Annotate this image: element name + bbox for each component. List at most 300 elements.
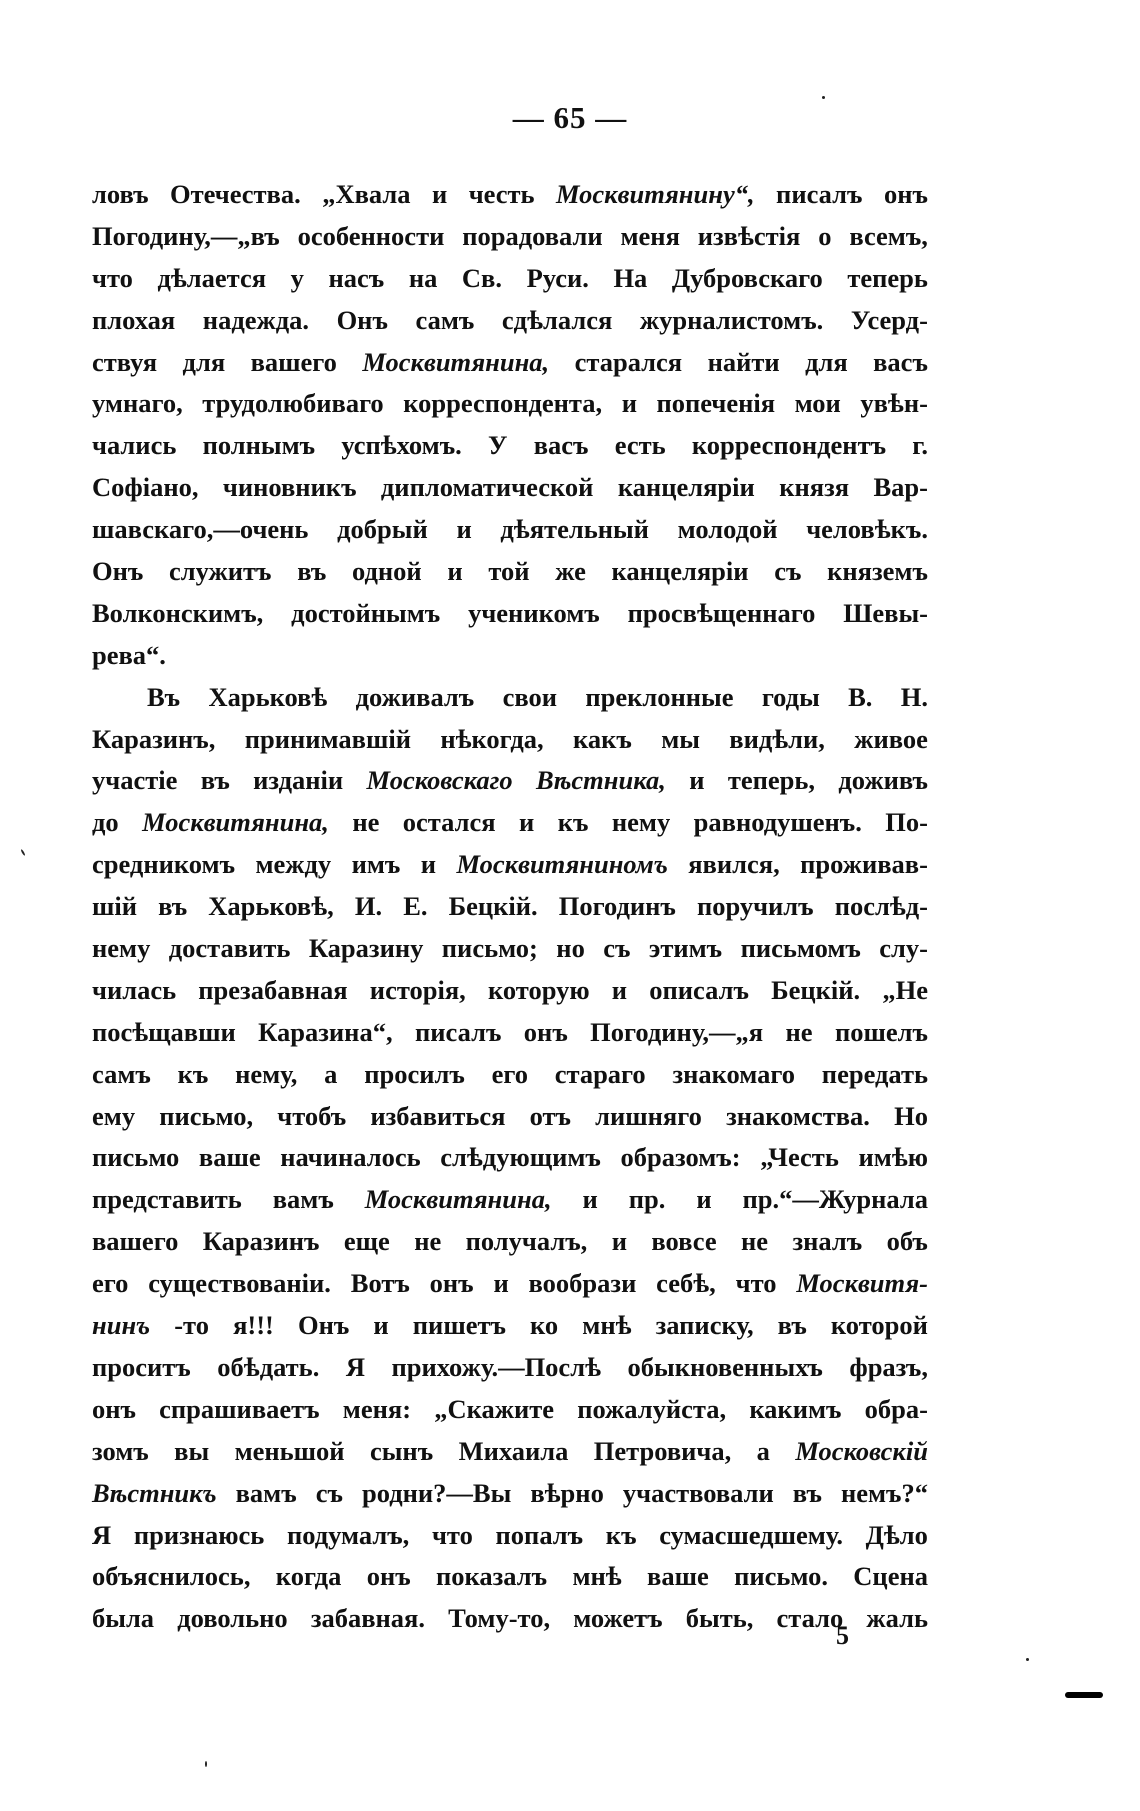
word: зомъ [92,1435,149,1466]
word: дѣлается [157,262,267,293]
word: самъ [415,304,475,335]
word: И. [354,891,383,922]
text-line [92,509,928,551]
ink-speck [20,849,25,856]
word: самъ [92,1058,151,1089]
text-line [92,551,928,593]
word: Руси. [526,262,589,293]
word: описалъ [649,974,749,1005]
word: исторія, [369,974,466,1005]
text-line [92,802,928,844]
text-line [92,1347,928,1389]
word: и [373,1310,389,1341]
word: фразъ, [849,1351,928,1382]
word: въ [777,1310,807,1341]
word: Дѣло [865,1519,928,1550]
word: письмо [92,1142,180,1173]
word: и [447,556,463,587]
word: Бецкій. [448,891,538,922]
word: просилъ [364,1058,465,1089]
word: въ [792,1477,822,1508]
word: объяснилось, [92,1561,251,1592]
text-line [92,677,928,719]
word: сынъ [369,1435,434,1466]
text-line [92,1137,928,1179]
word: годы [761,681,820,712]
word: ученикомъ [468,597,600,628]
word: же [555,556,586,587]
ink-speck [1026,1658,1029,1661]
word: Каразина“, [258,1016,393,1047]
word: обѣдать. [217,1351,320,1382]
word: успѣхомъ. [341,430,462,461]
word: получалъ, [465,1226,588,1257]
word: Михаила [458,1435,569,1466]
word: княземъ [827,556,928,587]
word: полнымъ [202,430,316,461]
word: зналъ [792,1226,863,1257]
word: служитъ [169,556,272,587]
italic-word: Московскаго [366,765,513,796]
word: Онъ [92,556,144,587]
word: -то [174,1310,209,1341]
word: писалъ [776,179,863,209]
word: Н. [900,681,928,712]
word: Волконскимъ, [92,597,264,628]
page-number: — 65 — [512,100,628,135]
word: презабавная [198,974,348,1005]
word: но [556,933,585,964]
text-line [92,1054,928,1096]
word: вашего [250,346,337,377]
word: У [488,430,508,461]
word: не [785,1016,813,1047]
word: записку, [655,1310,754,1341]
signature-mark: 5 [836,1621,849,1650]
word: „Хвала [322,179,411,209]
word: немъ?“ [840,1477,928,1508]
word: имъ [351,849,401,880]
word: Погодину,—„въ [92,220,280,251]
word: видѣли, [729,723,825,754]
word: и [431,179,448,209]
word: Шевы- [843,597,928,628]
word: себѣ, [656,1268,716,1299]
word: трудолюбиваго [202,388,384,419]
word: стараго [554,1058,646,1089]
text-line [92,1515,928,1557]
word: прихожу.—Послѣ [391,1351,601,1382]
word: родни?—Вы [362,1477,512,1508]
word: живое [854,723,928,754]
word: достойнымъ [291,597,441,628]
italic-word: Москвитянина, [142,807,329,838]
text-line [92,1389,928,1431]
word: шавскаго,—очень [92,514,309,545]
word: попеченія [656,388,776,419]
word: Харьковѣ [208,681,328,712]
word: чиновникъ [222,472,357,503]
word: нѣкогда, [440,723,544,754]
word: участіе [92,765,178,796]
word: знакомства. [726,1100,870,1131]
word: письмо. [734,1561,828,1592]
word: слѣдующимъ [440,1142,601,1173]
word: чтобъ [277,1100,347,1131]
word: къ [605,1519,637,1550]
word: не [741,1226,769,1257]
word: которой [830,1310,928,1341]
word: ко [530,1310,559,1341]
word: дипломатической [380,472,594,503]
word: ваше [647,1561,709,1592]
word: письмо, [159,1100,254,1131]
word: забавная. [310,1603,426,1634]
word: вѣрно [530,1477,604,1508]
word: равнодушенъ. [693,807,862,838]
italic-word: Вѣстника, [536,765,666,796]
word: существованіи. [148,1268,331,1299]
word: Тому-то, [448,1603,551,1634]
word: Св. [461,262,502,293]
text-line [92,1556,928,1598]
italic-word: Вѣстникъ [92,1477,217,1508]
word: и [420,849,437,880]
word: знакомаго [672,1058,796,1089]
word: сумасшедшему. [659,1519,843,1550]
text-line [92,1431,928,1473]
word: Дубровскаго [671,262,823,293]
word: средникомъ [92,849,236,880]
word: избавиться [370,1100,506,1131]
word: найти [707,346,780,377]
word: представить [92,1184,242,1215]
word: пошелъ [834,1016,928,1047]
word: проситъ [92,1351,191,1382]
word: не [414,1226,442,1257]
word: обра- [864,1393,928,1424]
word: что [431,1519,473,1550]
word: о [818,220,832,251]
word: пожалуйста, [577,1393,727,1424]
word: насъ [328,262,385,293]
word: поручилъ [696,891,814,922]
word: образомъ: [620,1142,741,1173]
word: пр.“—Журнала [742,1184,928,1215]
text-line [92,1221,928,1263]
word: теперь, [727,765,816,796]
word: отъ [529,1100,571,1131]
text-line [92,1598,928,1640]
word: добрый [337,514,428,545]
word: у [290,262,304,293]
word: мнѣ [572,1561,622,1592]
word: съ [603,933,631,964]
word: его [92,1268,129,1299]
word: писалъ [414,1016,502,1047]
word: мы [661,723,700,754]
word: Я [345,1351,365,1382]
word: я!!! [233,1310,274,1341]
word: письмо; [441,933,538,964]
word: начиналось [280,1142,421,1173]
word: передать [821,1058,928,1089]
word: изданіи [253,765,344,796]
word: меня [620,220,680,251]
word: для [805,346,848,377]
word: Погодину,—„я [590,1016,764,1047]
text-line [92,1096,928,1138]
word: старался [574,346,683,377]
italic-word: Москвитянину“, [555,179,755,209]
word: проживав- [800,849,928,880]
word: меньшой [234,1435,345,1466]
word: довольно [177,1603,288,1634]
word: показалъ [436,1561,548,1592]
word: г. [912,430,928,461]
word: Бецкій. [771,974,861,1005]
word: чилась [92,974,177,1005]
word: Вар- [873,472,928,503]
word: честь [468,179,535,209]
word: Петровича, [593,1435,732,1466]
ink-speck [822,96,825,99]
word: не [352,807,380,838]
word: попалъ [495,1519,584,1550]
word: которую [487,974,590,1005]
word: и [493,1268,509,1299]
word: онъ [366,1561,411,1592]
word: и [696,1184,712,1215]
word: Софіано, [92,472,199,503]
word: Каразинъ [202,1226,320,1257]
word: одной [352,556,422,587]
word: Е. [403,891,428,922]
word: умнаго, [92,388,183,419]
word: съ [315,1477,343,1508]
word: и [519,807,535,838]
text-line [92,300,928,342]
word: нему [611,807,671,838]
word: онъ [429,1268,474,1299]
text-line [92,1305,928,1347]
word: вашего [92,1226,179,1257]
word: слу- [879,933,928,964]
ink-speck [205,1761,207,1767]
word: вы [174,1435,210,1466]
word: извѣстія [697,220,801,251]
word: вамъ [235,1477,297,1508]
word: была [92,1603,155,1634]
text-line [92,425,928,467]
word: онъ [883,179,928,209]
word: доставить [168,933,291,964]
word: васъ [533,430,589,461]
word: князя [779,472,850,503]
word: жаль [866,1603,928,1634]
text-line [92,719,928,761]
word: рева“. [92,639,166,670]
word: онъ [523,1016,568,1047]
word: канцеляріи [611,556,749,587]
word: „Честь [760,1142,839,1173]
text-line [92,1012,928,1054]
word: нему, [235,1058,298,1089]
italic-word: Московскій [795,1435,928,1466]
word: обыкновенныхъ [627,1351,823,1382]
word: явился, [688,849,780,880]
word: лишняго [595,1100,702,1131]
word: нему [92,933,151,964]
word: корреспондентъ [691,430,887,461]
word: что [92,262,133,293]
body-text [92,174,928,1640]
text-line [92,1473,928,1515]
word: вамъ [272,1184,334,1215]
word: послѣд- [834,891,928,922]
word: и [611,1226,627,1257]
word: между [255,849,332,880]
word: пр. [628,1184,666,1215]
word: той [488,556,530,587]
word: въ [158,891,188,922]
word: а [756,1435,770,1466]
word: когда [275,1561,342,1592]
word: участвовали [622,1477,774,1508]
word: этимъ [648,933,723,964]
word: есть [614,430,666,461]
word: Сцена [853,1561,928,1592]
word: доживалъ [355,681,475,712]
word: къ [557,807,589,838]
text-line [92,635,928,677]
italic-word: Москвитяниномъ [456,849,668,880]
word: канцеляріи [617,472,755,503]
italic-word: нинъ [92,1310,151,1341]
word: мои [794,388,841,419]
text-line [92,928,928,970]
word: Вотъ [350,1268,410,1299]
word: еще [343,1226,390,1257]
word: а [324,1058,338,1089]
word: человѣкъ. [806,514,928,545]
text-line [92,174,928,216]
word: доживъ [838,765,928,796]
word: какимъ [749,1393,842,1424]
word: вообрази [528,1268,637,1299]
word: плохая [92,304,176,335]
word: дѣятельный [500,514,649,545]
word: на [408,262,438,293]
word: Отечества. [170,179,301,209]
word: увѣн- [860,388,928,419]
word: и [611,974,628,1005]
word: къ [177,1058,209,1089]
word: теперь [847,262,928,293]
word: съ [774,556,802,587]
word: Погодинъ [558,891,676,922]
word: порадовали [462,220,603,251]
word: ствуя [92,346,158,377]
text-line [92,1263,928,1305]
word: быть, [685,1603,754,1634]
word: для [182,346,226,377]
word: Каразину [308,933,424,964]
word: Усерд- [850,304,928,335]
word: спрашиваетъ [159,1393,320,1424]
word: подумалъ, [286,1519,410,1550]
italic-word: Москвитянина, [362,346,550,377]
word: просвѣщеннаго [627,597,816,628]
word: свои [502,681,557,712]
word: ему [92,1100,136,1131]
text-line [92,970,928,1012]
text-line [92,844,928,886]
text-line [92,383,928,425]
word: и [689,765,705,796]
word: и [582,1184,598,1215]
word: сдѣлался [501,304,613,335]
word: ваше [198,1142,261,1173]
word: Но [894,1100,928,1131]
word: журналистомъ. [639,304,824,335]
word: особенности [297,220,445,251]
word: Онъ [336,304,388,335]
word: корреспондента, [403,388,603,419]
text-line [92,886,928,928]
word: ловъ [92,179,149,209]
word: молодой [677,514,778,545]
word: и [456,514,472,545]
word: какъ [573,723,632,754]
word: до [92,807,119,838]
word: Харьковѣ, [208,891,334,922]
word: шій [92,891,138,922]
word: онъ [92,1393,136,1424]
italic-word: Москвитя- [796,1268,928,1299]
word: В. [848,681,873,712]
word: надежда. [202,304,309,335]
word: можетъ [573,1603,663,1634]
word: признаюсь [133,1519,265,1550]
word: въ [200,765,230,796]
word: пишетъ [412,1310,506,1341]
word: имѣю [858,1142,928,1173]
word: принимавшій [244,723,411,754]
word: посѣщавши [92,1016,236,1047]
word: чались [92,430,177,461]
word: преклонные [585,681,734,712]
word: стало [776,1603,844,1634]
word: вовсе [651,1226,717,1257]
word: Онъ [297,1310,350,1341]
word: объ [886,1226,928,1257]
text-line [92,216,928,258]
word: Каразинъ, [92,723,216,754]
word: „Скажите [434,1393,555,1424]
text-line [92,467,928,509]
text-line [92,342,928,384]
word: Я [92,1519,112,1550]
text-line [92,593,928,635]
word: всемъ, [849,220,928,251]
word: письмомъ [740,933,861,964]
text-line [92,1179,928,1221]
margin-dash-mark [1065,1692,1103,1698]
italic-word: Москвитянина, [364,1184,552,1215]
word: На [613,262,648,293]
text-line [92,258,928,300]
